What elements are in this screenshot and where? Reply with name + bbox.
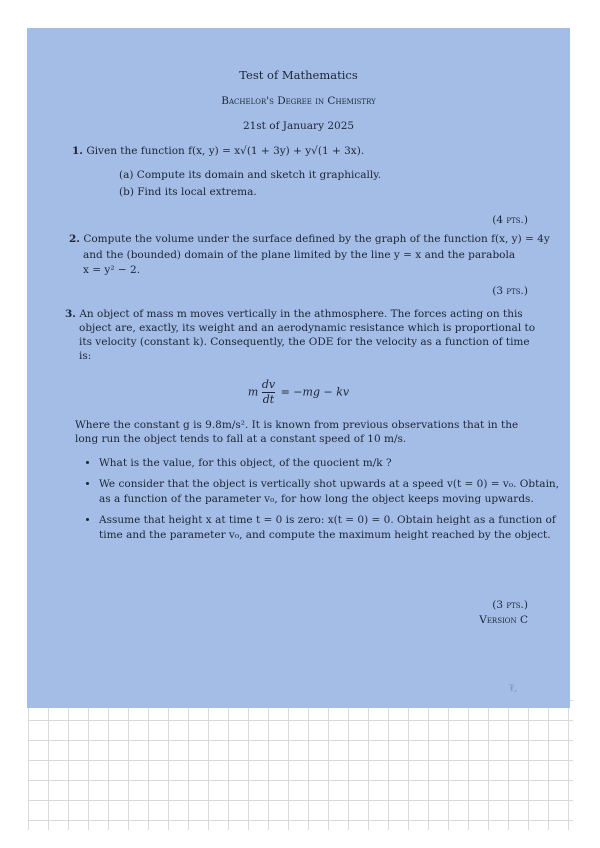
- bullet-item: • What is the value, for this object, of the quocient m/k ?: [99, 456, 569, 471]
- equation-mass: m: [247, 385, 259, 399]
- question-2-points: (3 pts.): [492, 285, 528, 297]
- ode-equation: [27, 378, 570, 407]
- exam-subtitle: Bachelor's Degree in Chemistry: [221, 95, 376, 107]
- question-2-line-1: [69, 232, 551, 247]
- question-3-bullet-list: [83, 456, 569, 549]
- question-3-line-1: [65, 307, 555, 322]
- question-3-line-4: is:: [79, 350, 92, 362]
- equation-fraction: [262, 378, 275, 407]
- grid-paper-background: [28, 700, 573, 830]
- question-3-line-2: object are, exactly, its weight and an aerodynamic resistance which is proportional to: [79, 322, 536, 334]
- question-3-points: (3 pts.): [492, 599, 528, 611]
- question-2-number: 2.: [69, 233, 80, 245]
- question-1a: (a) Compute its domain and sketch it graphically.: [119, 169, 382, 181]
- equation-rhs: = −mg − kv: [280, 385, 350, 399]
- question-3-para-1: Where the constant g is 9.8m/s². It is known from previous observations that in the: [75, 419, 519, 431]
- bullet-item: • We consider that the object is vertically shot upwards at a speed v(t = 0) = v₀. Obtain, as a function of the parameter v₀, for how long the object keeps moving upwards.: [99, 477, 569, 507]
- question-1-text: Given the function f(x, y) = x√(1 + 3y) + y√(1 + 3x).: [86, 145, 365, 157]
- bullet-item: • Assume that height x at time t = 0 is zero: x(t = 0) = 0. Obtain height as a function of time and the parameter v₀, and compute the maximum height reached by the object.: [99, 513, 569, 543]
- question-1: [72, 144, 542, 159]
- question-3-para-2: long run the object tends to fall at a constant speed of 10 m/s.: [75, 433, 407, 445]
- question-3-text-1: An object of mass m moves vertically in the athmosphere. The forces acting on this: [79, 308, 523, 320]
- equation-denominator: dt: [262, 392, 275, 406]
- question-2-text-1: Compute the volume under the surface defined by the graph of the function f(x, y) = 4y: [83, 233, 550, 245]
- exam-date: 21st of January 2025: [242, 120, 355, 132]
- question-1-number: 1.: [72, 145, 83, 157]
- question-3-number: 3.: [65, 308, 76, 320]
- question-1-points: (4 pts.): [492, 214, 528, 226]
- question-3-line-3: its velocity (constant k). Consequently, the ODE for the velocity as a function of time: [79, 336, 530, 348]
- exam-title: Test of Mathematics: [239, 68, 358, 82]
- exam-sheet: [27, 28, 570, 708]
- question-1b: (b) Find its local extrema.: [119, 186, 257, 198]
- equation-numerator: dv: [261, 378, 276, 391]
- exam-version: Version C: [479, 614, 528, 626]
- question-2-line-2: and the (bounded) domain of the plane limited by the line y = x and the parabola: [83, 249, 516, 261]
- question-2-line-3: x = y² − 2.: [83, 264, 141, 276]
- ink-mark: ₮,: [509, 684, 518, 694]
